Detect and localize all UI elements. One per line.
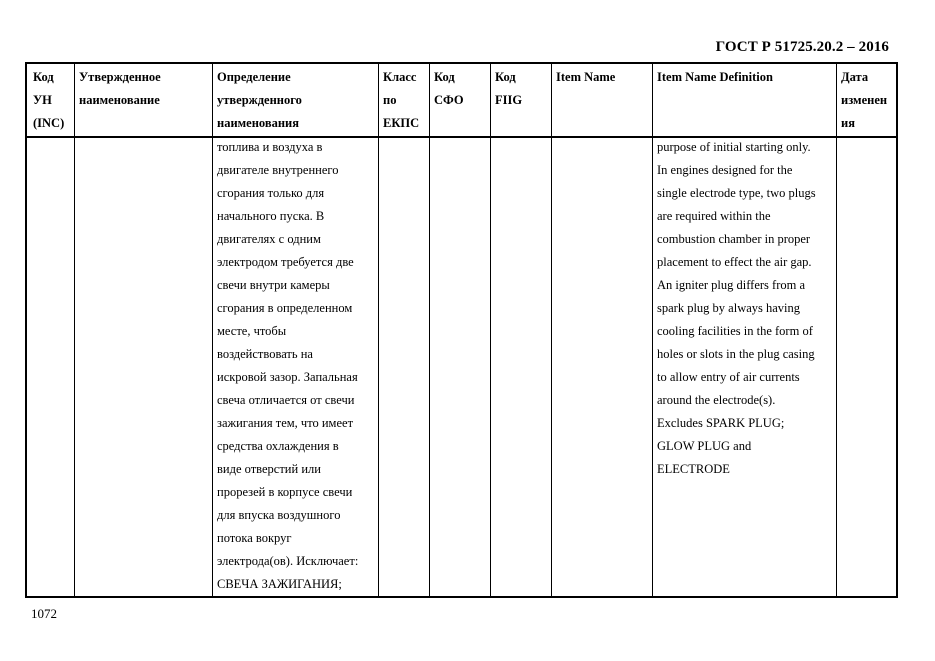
header-cell-inc: Код УН (INC): [33, 70, 65, 130]
text-line: электрода(ов). Исключает:: [217, 554, 359, 568]
header-cell-item-name-definition: Item Name Definition: [657, 70, 773, 84]
header-cell-sfo: Код СФО: [434, 70, 464, 107]
text-line: In engines designed for the: [657, 163, 793, 177]
text-line: are required within the: [657, 209, 771, 223]
text-line: электродом требуется две: [217, 255, 354, 269]
text-line: сгорания в определенном: [217, 301, 353, 315]
text-line: ELECTRODE: [657, 462, 730, 476]
text-line: СВЕЧА ЗАЖИГАНИЯ;: [217, 577, 342, 591]
text-line: средства охлаждения в: [217, 439, 339, 453]
text-line: воздействовать на: [217, 347, 313, 361]
definition-ru-cell: [217, 136, 358, 596]
text-line: потока вокруг: [217, 531, 292, 545]
col-divider: [74, 64, 75, 596]
col-divider: [652, 64, 653, 596]
text-line: single electrode type, two plugs: [657, 186, 816, 200]
text-line: to allow entry of air currents: [657, 370, 800, 384]
text-line: holes or slots in the plug casing: [657, 347, 815, 361]
text-line: топлива и воздуха в: [217, 140, 323, 154]
header-cell-date-changed: Дата изменен ия: [841, 70, 888, 130]
text-line: placement to effect the air gap.: [657, 255, 812, 269]
col-divider: [429, 64, 430, 596]
col-divider: [551, 64, 552, 596]
col-divider: [378, 64, 379, 596]
header-cell-approved-name: Утвержденное наименование: [79, 70, 161, 107]
col-divider: [490, 64, 491, 596]
text-line: Excludes SPARK PLUG;: [657, 416, 785, 430]
text-line: прорезей в корпусе свечи: [217, 485, 353, 499]
text-line: An igniter plug differs from a: [657, 278, 805, 292]
text-line: spark plug by always having: [657, 301, 801, 315]
header-cell-fiig: Код FIIG: [495, 70, 523, 107]
text-line: combustion chamber in proper: [657, 232, 811, 246]
item-name-definition-cell: [657, 136, 816, 481]
header-cell-ekps: Класс по ЕКПС: [383, 70, 420, 130]
text-line: двигателях с одним: [217, 232, 321, 246]
text-line: зажигания тем, что имеет: [217, 416, 354, 430]
text-line: cooling facilities in the form of: [657, 324, 813, 338]
page-header: ГОСТ Р 51725.20.2 – 2016: [715, 39, 889, 55]
header-cell-item-name: Item Name: [556, 70, 616, 84]
text-line: месте, чтобы: [217, 324, 287, 338]
text-line: GLOW PLUG and: [657, 439, 752, 453]
text-line: around the electrode(s).: [657, 393, 776, 407]
text-line: сгорания только для: [217, 186, 325, 200]
text-line: свечи внутри камеры: [217, 278, 330, 292]
text-line: начального пуска. В: [217, 209, 325, 223]
text-line: искровой зазор. Запальная: [217, 370, 358, 384]
col-divider: [212, 64, 213, 596]
text-line: виде отверстий или: [217, 462, 321, 476]
text-line: purpose of initial starting only.: [657, 140, 811, 154]
text-line: двигателе внутреннего: [217, 163, 339, 177]
header-cell-definition: Определение утвержденного наименования: [217, 70, 302, 130]
text-line: для впуска воздушного: [217, 508, 341, 522]
col-divider: [836, 64, 837, 596]
data-table: [25, 62, 898, 598]
text-line: свеча отличается от свечи: [217, 393, 355, 407]
page-number: 1072: [31, 606, 57, 621]
